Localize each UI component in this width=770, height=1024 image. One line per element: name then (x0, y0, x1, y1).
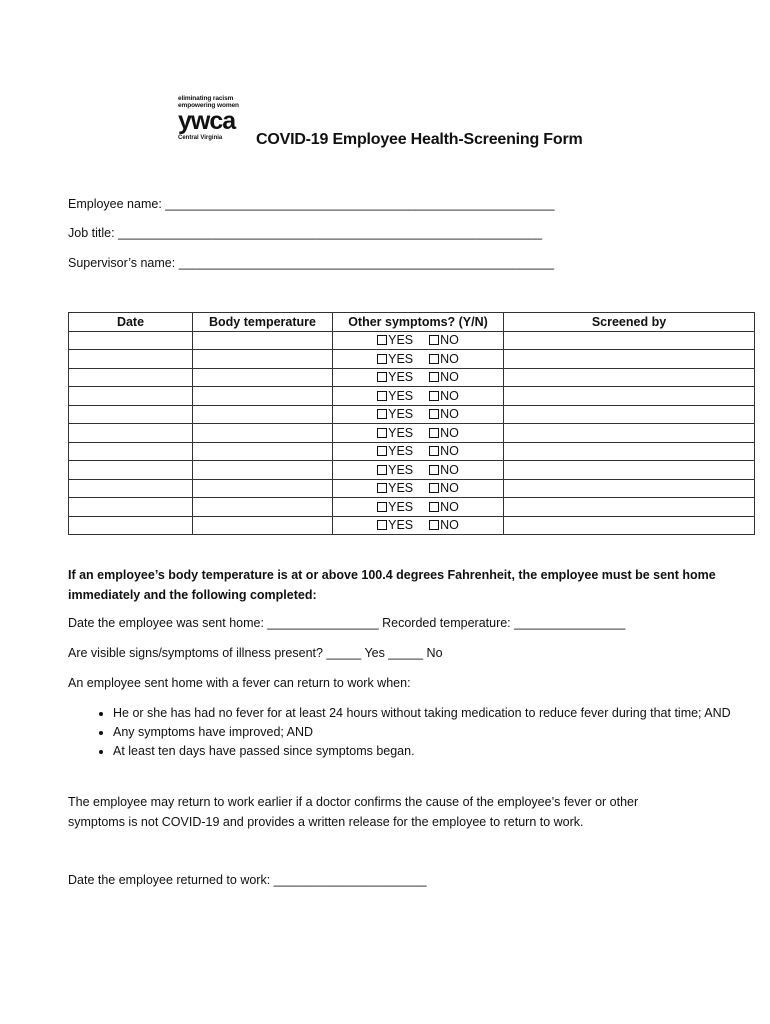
yes-option[interactable] (377, 426, 413, 440)
yes-option[interactable] (377, 518, 413, 532)
date-cell[interactable] (69, 331, 193, 350)
symptoms-cell (333, 442, 504, 461)
yes-option[interactable] (377, 333, 413, 347)
no-option[interactable] (429, 352, 459, 366)
yes-label: YES (388, 481, 414, 496)
symptoms-cell (333, 479, 504, 498)
logo-tagline-1: eliminating racism (178, 95, 234, 102)
yes-checkbox[interactable] (377, 354, 387, 364)
yes-label: YES (388, 518, 414, 533)
early-return-paragraph: The employee may return to work earlier if a doctor confirms the cause of the employee’s fever or other symptoms is not COVID-19 and provides a written release for the employee to return to work. (68, 795, 639, 829)
screened-by-cell[interactable] (504, 442, 755, 461)
yes-label: YES (388, 444, 414, 459)
screened-by-cell[interactable] (504, 368, 755, 387)
table-row (69, 405, 755, 424)
body-temperature-cell[interactable] (193, 331, 333, 350)
yes-option[interactable] (377, 407, 413, 421)
table-row (69, 387, 755, 406)
yes-label: YES (388, 462, 414, 477)
table-row (69, 479, 755, 498)
yes-checkbox[interactable] (377, 428, 387, 438)
body-temperature-cell[interactable] (193, 442, 333, 461)
logo-wordmark: ywca (178, 107, 236, 135)
yes-option[interactable] (377, 389, 413, 403)
yes-checkbox[interactable] (377, 446, 387, 456)
symptoms-cell (333, 405, 504, 424)
no-label: NO (440, 425, 459, 440)
date-cell[interactable] (69, 424, 193, 443)
date-cell[interactable] (69, 442, 193, 461)
yes-checkbox[interactable] (377, 465, 387, 475)
yes-checkbox[interactable] (377, 483, 387, 493)
date-cell[interactable] (69, 479, 193, 498)
yes-option[interactable] (377, 463, 413, 477)
list-item: • He or she has had no fever for at least 24 hours without taking medication to reduce fever during that time; AND (113, 704, 753, 723)
yes-label: YES (388, 407, 414, 422)
no-option[interactable] (429, 444, 459, 458)
no-checkbox[interactable] (429, 391, 439, 401)
logo-region: Central Virginia (178, 135, 223, 141)
logo-tagline-2: empowering women (178, 102, 239, 109)
table-row (69, 442, 755, 461)
yes-checkbox[interactable] (377, 335, 387, 345)
yes-checkbox[interactable] (377, 372, 387, 382)
table-row (69, 424, 755, 443)
date-cell[interactable] (69, 498, 193, 517)
yes-label: YES (388, 388, 414, 403)
screened-by-cell[interactable] (504, 424, 755, 443)
no-checkbox[interactable] (429, 483, 439, 493)
body-temperature-cell[interactable] (193, 405, 333, 424)
no-option[interactable] (429, 463, 459, 477)
column-header-date: Date (69, 313, 193, 332)
fever-warning: If an employee’s body temperature is at or above 100.4 degrees Fahrenheit, the employee must be sent home immediately and the following completed: (68, 568, 716, 602)
no-option[interactable] (429, 370, 459, 384)
no-checkbox[interactable] (429, 354, 439, 364)
symptoms-cell (333, 498, 504, 517)
list-item: • At least ten days have passed since symptoms began. (113, 742, 753, 761)
yes-label: YES (388, 370, 414, 385)
body-temperature-cell[interactable] (193, 516, 333, 535)
employee-name-field[interactable]: Employee name: ________________________________________________________ (68, 197, 555, 211)
body-temperature-cell[interactable] (193, 461, 333, 480)
return-intro: An employee sent home with a fever can return to work when: (68, 676, 411, 690)
column-header-screened-by: Screened by (504, 313, 755, 332)
no-checkbox[interactable] (429, 428, 439, 438)
job-title-field[interactable]: Job title: _____________________________________________________________ (68, 226, 543, 240)
table-row (69, 368, 755, 387)
screened-by-cell[interactable] (504, 331, 755, 350)
screened-by-cell[interactable] (504, 461, 755, 480)
return-conditions-list (68, 704, 753, 761)
date-cell[interactable] (69, 405, 193, 424)
sent-home-date-line[interactable]: Date the employee was sent home: ________________ Recorded temperature: ________________ (68, 616, 626, 630)
no-checkbox[interactable] (429, 409, 439, 419)
yes-checkbox[interactable] (377, 409, 387, 419)
yes-option[interactable] (377, 352, 413, 366)
no-option[interactable] (429, 333, 459, 347)
no-checkbox[interactable] (429, 372, 439, 382)
table-row (69, 498, 755, 517)
no-option[interactable] (429, 518, 459, 532)
symptoms-cell (333, 368, 504, 387)
date-cell[interactable] (69, 368, 193, 387)
no-label: NO (440, 481, 459, 496)
screening-log-table (68, 312, 755, 535)
screened-by-cell[interactable] (504, 350, 755, 369)
yes-label: YES (388, 499, 414, 514)
no-label: NO (440, 462, 459, 477)
yes-option[interactable] (377, 500, 413, 514)
screened-by-cell[interactable] (504, 405, 755, 424)
symptoms-present-line[interactable]: Are visible signs/symptoms of illness present? _____ Yes _____ No (68, 646, 443, 660)
body-temperature-cell[interactable] (193, 424, 333, 443)
yes-checkbox[interactable] (377, 391, 387, 401)
date-cell[interactable] (69, 516, 193, 535)
yes-label: YES (388, 333, 414, 348)
no-option[interactable] (429, 481, 459, 495)
yes-option[interactable] (377, 444, 413, 458)
screened-by-cell[interactable] (504, 498, 755, 517)
no-option[interactable] (429, 407, 459, 421)
body-temperature-cell[interactable] (193, 479, 333, 498)
no-label: NO (440, 333, 459, 348)
no-label: NO (440, 444, 459, 459)
body-temperature-cell[interactable] (193, 350, 333, 369)
yes-label: YES (388, 351, 414, 366)
table-header-row (69, 313, 755, 332)
screened-by-cell[interactable] (504, 479, 755, 498)
no-checkbox[interactable] (429, 465, 439, 475)
symptoms-cell (333, 461, 504, 480)
returned-date-line[interactable]: Date the employee returned to work: ______________________ (68, 873, 427, 887)
yes-label: YES (388, 425, 414, 440)
table-row (69, 350, 755, 369)
list-item: • Any symptoms have improved; AND (113, 723, 753, 742)
no-label: NO (440, 407, 459, 422)
yes-option[interactable] (377, 370, 413, 384)
no-checkbox[interactable] (429, 502, 439, 512)
no-option[interactable] (429, 500, 459, 514)
no-option[interactable] (429, 426, 459, 440)
body-temperature-cell[interactable] (193, 498, 333, 517)
table-row (69, 516, 755, 535)
column-header-other-symptoms: Other symptoms? (Y/N) (333, 313, 504, 332)
page-title: COVID-19 Employee Health-Screening Form (256, 131, 583, 148)
symptoms-cell (333, 387, 504, 406)
table-row (69, 461, 755, 480)
date-cell[interactable] (69, 350, 193, 369)
no-label: NO (440, 351, 459, 366)
date-cell[interactable] (69, 387, 193, 406)
no-option[interactable] (429, 389, 459, 403)
ywca-logo (178, 95, 258, 141)
yes-checkbox[interactable] (377, 502, 387, 512)
supervisor-name-field[interactable]: Supervisor’s name: ______________________________________________________ (68, 256, 555, 270)
symptoms-cell (333, 424, 504, 443)
no-checkbox[interactable] (429, 446, 439, 456)
no-label: NO (440, 499, 459, 514)
symptoms-cell (333, 516, 504, 535)
no-label: NO (440, 370, 459, 385)
screened-by-cell[interactable] (504, 516, 755, 535)
body-temperature-cell[interactable] (193, 387, 333, 406)
body-temperature-cell[interactable] (193, 368, 333, 387)
yes-option[interactable] (377, 481, 413, 495)
no-checkbox[interactable] (429, 335, 439, 345)
no-label: NO (440, 388, 459, 403)
column-header-body-temperature: Body temperature (193, 313, 333, 332)
no-checkbox[interactable] (429, 520, 439, 530)
symptoms-cell (333, 350, 504, 369)
yes-checkbox[interactable] (377, 520, 387, 530)
no-label: NO (440, 518, 459, 533)
screened-by-cell[interactable] (504, 387, 755, 406)
date-cell[interactable] (69, 461, 193, 480)
symptoms-cell (333, 331, 504, 350)
table-row (69, 331, 755, 350)
